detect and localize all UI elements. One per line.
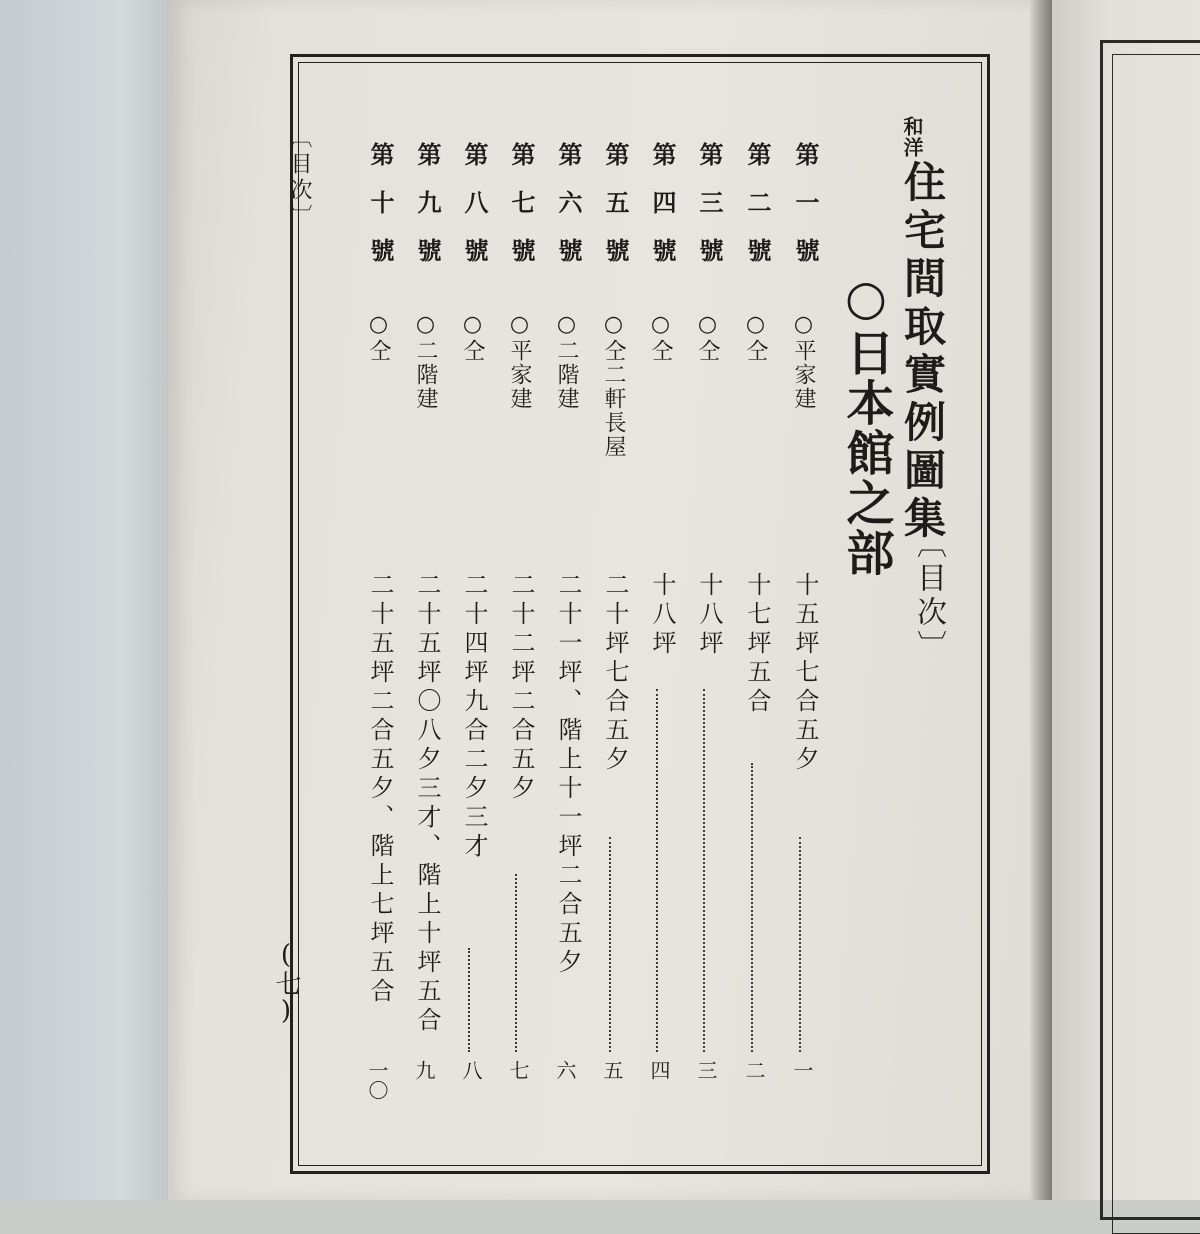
entry-floor-area: 十八坪 — [695, 572, 723, 659]
entry-number: 第九號 — [413, 142, 442, 286]
entry-floor-area: 二十一坪、階上十一坪二合五夕 — [554, 572, 582, 978]
entry-number: 第七號 — [507, 142, 536, 286]
book-title: 住宅間取實例圖集 — [898, 160, 947, 544]
entry-floor-area: 十五坪七合五夕 — [791, 572, 819, 775]
entry-floor-area: 二十五坪〇八夕三才、階上十坪五合 — [413, 572, 441, 1036]
entry-dot-leader — [656, 689, 662, 1052]
entry-page-number: 一 — [790, 1060, 814, 1080]
entry-number: 第四號 — [648, 142, 677, 286]
entry-house-type: ○仝 — [366, 312, 391, 363]
entry-dot-leader — [468, 948, 474, 1052]
entry-number: 第五號 — [601, 142, 630, 286]
entry-page-number: 三 — [694, 1060, 718, 1080]
entry-house-type: ○仝 — [743, 312, 768, 363]
entry-page-number: 六 — [553, 1060, 577, 1080]
entry-dot-leader — [515, 874, 521, 1052]
entry-page-number: 四 — [647, 1060, 671, 1080]
entry-house-type: ○二階建 — [554, 312, 579, 411]
entry-number: 第六號 — [554, 142, 583, 286]
entry-floor-area: 二十四坪九合二夕三才 — [460, 572, 488, 862]
running-head: 〔目次〕 — [287, 126, 312, 230]
entry-floor-area: 二十坪七合五夕 — [601, 572, 629, 775]
entry-page-number: 七 — [506, 1060, 530, 1080]
entry-floor-area: 二十五坪二合五夕、階上七坪五合 — [366, 572, 394, 1007]
entry-house-type: ○仝 — [460, 312, 485, 363]
entry-page-number: 八 — [459, 1060, 483, 1080]
entry-page-number: 二 — [742, 1060, 766, 1080]
entry-floor-area: 二十二坪二合五夕 — [507, 572, 535, 804]
entry-house-type: ○二階建 — [413, 312, 438, 411]
entry-floor-area: 十八坪 — [648, 572, 676, 659]
entry-number: 第三號 — [695, 142, 724, 286]
entry-house-type: ○平家建 — [507, 312, 532, 411]
page-number: (七) — [271, 940, 301, 1026]
entry-house-type: ○平家建 — [791, 312, 816, 411]
entry-number: 第二號 — [743, 142, 772, 286]
facing-page-frame-inner — [1112, 54, 1200, 1234]
entry-house-type: ○仝 — [648, 312, 673, 363]
table-surface — [0, 0, 175, 1200]
entry-number: 第一號 — [791, 142, 820, 286]
entry-house-type: ○仝 — [695, 312, 720, 363]
section-heading: ○日本館之部 — [838, 270, 894, 578]
entry-number: 第十號 — [366, 142, 395, 286]
entry-dot-leader — [799, 837, 805, 1052]
entry-dot-leader — [609, 837, 615, 1052]
entry-page-number: 五 — [600, 1060, 624, 1080]
book-subtitle: 和洋 — [900, 116, 924, 158]
entry-house-type: ○仝二軒長屋 — [601, 312, 626, 459]
entry-page-number: 一〇 — [365, 1060, 389, 1100]
entry-number: 第八號 — [460, 142, 489, 286]
entry-page-number: 九 — [412, 1060, 436, 1080]
title-suffix: 〔目次〕 — [911, 528, 946, 664]
book-gutter — [1030, 0, 1052, 1200]
entry-dot-leader — [703, 689, 709, 1052]
page-border-inner — [298, 62, 982, 1166]
entry-dot-leader — [751, 763, 757, 1052]
entry-floor-area: 十七坪五合 — [743, 572, 771, 717]
